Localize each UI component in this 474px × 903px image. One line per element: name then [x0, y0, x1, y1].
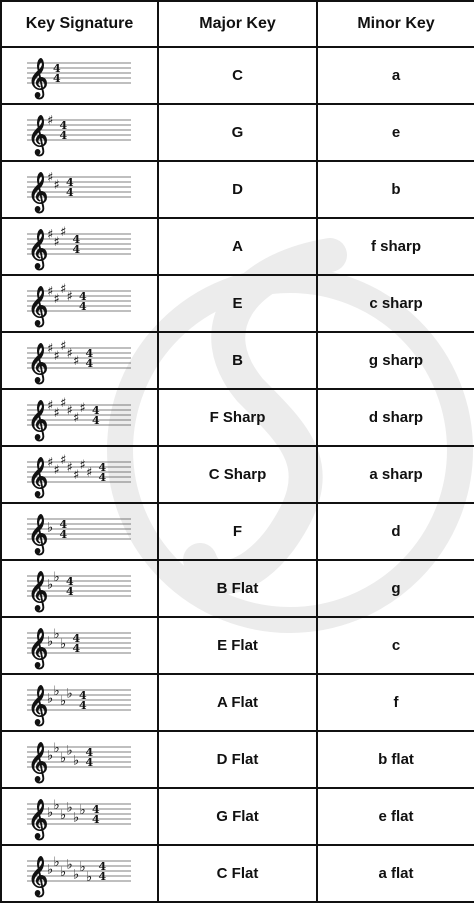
time-signature-digit: 4: [65, 584, 74, 598]
time-signature-digit: 4: [72, 641, 80, 655]
header-key-signature: Key Signature: [1, 1, 158, 47]
minor-key-cell: g sharp: [317, 332, 474, 389]
sharp-icon: ♯: [66, 346, 73, 361]
flat-icon: ♭: [53, 683, 60, 699]
sharp-icon: ♯: [66, 460, 73, 475]
major-key-cell: C: [158, 47, 317, 104]
sharp-icon: ♯: [59, 452, 66, 468]
major-key-cell: C Sharp: [158, 446, 317, 503]
flat-icon: ♭: [59, 864, 66, 880]
flat-icon: ♭: [59, 807, 66, 823]
sharp-icon: ♯: [72, 410, 79, 426]
sharp-icon: ♯: [66, 403, 73, 418]
time-signature-digit: 4: [98, 869, 106, 883]
sharp-icon: ♯: [53, 177, 60, 193]
flat-icon: ♭: [53, 740, 60, 756]
staff-notation: [25, 108, 135, 158]
sharp-icon: ♯: [46, 455, 53, 470]
time-signature-digit: 4: [91, 802, 100, 816]
time-signature-digit: 4: [85, 755, 93, 769]
header-row: [1, 1, 474, 47]
table-row: [1, 389, 474, 446]
treble-clef-icon: 𝄞: [27, 228, 48, 269]
time-signature-digit: 4: [65, 175, 74, 189]
key-signature-cell: [1, 617, 158, 674]
key-signature-cell: [1, 446, 158, 503]
table-row: [1, 674, 474, 731]
staff-notation: [25, 507, 135, 557]
key-signature-cell: [1, 47, 158, 104]
time-signature-digit: 4: [91, 403, 100, 417]
minor-key-cell: a flat: [317, 845, 474, 902]
sharp-icon: ♯: [46, 341, 53, 356]
flat-icon: ♭: [46, 634, 53, 649]
sharp-icon: ♯: [59, 395, 66, 411]
major-key-cell: B Flat: [158, 560, 317, 617]
flat-icon: ♭: [46, 748, 53, 763]
flat-icon: ♭: [72, 867, 79, 882]
sharp-icon: ♯: [53, 234, 60, 250]
minor-key-cell: a sharp: [317, 446, 474, 503]
minor-key-cell: g: [317, 560, 474, 617]
flat-icon: ♭: [46, 577, 53, 592]
treble-clef-icon: 𝄞: [27, 399, 48, 440]
table-row: [1, 560, 474, 617]
minor-key-cell: b flat: [317, 731, 474, 788]
major-key-cell: D: [158, 161, 317, 218]
treble-clef-icon: 𝄞: [27, 171, 48, 212]
treble-clef-icon: 𝄞: [27, 456, 48, 497]
sharp-icon: ♯: [53, 348, 60, 364]
key-signature-cell: [1, 674, 158, 731]
sharp-icon: ♯: [53, 291, 60, 307]
treble-clef-icon: 𝄞: [27, 342, 48, 383]
sharp-icon: ♯: [79, 400, 86, 416]
flat-icon: ♭: [85, 869, 92, 885]
flat-icon: ♭: [59, 693, 66, 709]
treble-clef-icon: 𝄞: [27, 741, 48, 782]
flat-icon: ♭: [66, 743, 73, 758]
key-signature-cell: [1, 218, 158, 275]
treble-clef-icon: 𝄞: [27, 627, 48, 668]
time-signature-digit: 4: [59, 527, 67, 541]
table-row: [1, 446, 474, 503]
header-minor-key: Minor Key: [317, 1, 474, 47]
staff-notation: [25, 279, 135, 329]
flat-icon: ♭: [53, 626, 60, 642]
major-key-cell: C Flat: [158, 845, 317, 902]
flat-icon: ♭: [66, 857, 73, 872]
key-signature-cell: [1, 503, 158, 560]
table-row: [1, 617, 474, 674]
minor-key-cell: f sharp: [317, 218, 474, 275]
minor-key-cell: e: [317, 104, 474, 161]
minor-key-cell: f: [317, 674, 474, 731]
major-key-cell: G: [158, 104, 317, 161]
sharp-icon: ♯: [85, 465, 92, 480]
key-signature-cell: [1, 332, 158, 389]
major-key-cell: B: [158, 332, 317, 389]
flat-icon: ♭: [66, 800, 73, 815]
sharp-icon: ♯: [53, 405, 60, 421]
key-signature-cell: [1, 161, 158, 218]
table-row: [1, 731, 474, 788]
staff-notation: [25, 678, 135, 728]
time-signature-digit: 4: [85, 346, 93, 360]
staff-notation: [25, 222, 135, 272]
treble-clef-icon: 𝄞: [27, 57, 48, 98]
key-signature-cell: [1, 389, 158, 446]
table-row: [1, 104, 474, 161]
key-signature-cell: [1, 845, 158, 902]
minor-key-cell: a: [317, 47, 474, 104]
table-row: [1, 218, 474, 275]
sharp-icon: ♯: [46, 284, 53, 299]
time-signature-digit: 4: [65, 574, 74, 588]
sharp-icon: ♯: [72, 467, 79, 483]
time-signature-digit: 4: [72, 232, 80, 246]
time-signature-digit: 4: [78, 698, 87, 712]
key-signature-cell: [1, 788, 158, 845]
treble-clef-icon: 𝄞: [27, 513, 48, 554]
minor-key-cell: c: [317, 617, 474, 674]
major-key-cell: D Flat: [158, 731, 317, 788]
time-signature-digit: 4: [59, 118, 67, 132]
time-signature-digit: 4: [65, 185, 74, 199]
staff-notation: [25, 336, 135, 386]
staff-notation: [25, 621, 135, 671]
minor-key-cell: d: [317, 503, 474, 560]
header-major-key: Major Key: [158, 1, 317, 47]
time-signature-digit: 4: [98, 859, 106, 873]
major-key-cell: E Flat: [158, 617, 317, 674]
minor-key-cell: d sharp: [317, 389, 474, 446]
time-signature-digit: 4: [98, 470, 106, 484]
flat-icon: ♭: [53, 854, 60, 870]
major-key-cell: E: [158, 275, 317, 332]
sharp-icon: ♯: [66, 289, 73, 304]
flat-icon: ♭: [79, 802, 86, 818]
flat-icon: ♭: [53, 569, 60, 585]
time-signature-digit: 4: [98, 460, 106, 474]
flat-icon: ♭: [72, 810, 79, 825]
treble-clef-icon: 𝄞: [27, 684, 48, 725]
key-signature-cell: [1, 560, 158, 617]
minor-key-cell: e flat: [317, 788, 474, 845]
sharp-icon: ♯: [59, 281, 66, 297]
sharp-icon: ♯: [46, 113, 53, 128]
staff-notation: [25, 51, 135, 101]
time-signature-digit: 4: [85, 356, 93, 370]
staff-notation: [25, 564, 135, 614]
sharp-icon: ♯: [72, 353, 79, 369]
staff-notation: [25, 849, 135, 899]
staff-notation: [25, 792, 135, 842]
table-row: [1, 788, 474, 845]
time-signature-digit: 4: [72, 631, 80, 645]
staff-notation: [25, 450, 135, 500]
flat-icon: ♭: [53, 797, 60, 813]
time-signature-digit: 4: [91, 413, 100, 427]
time-signature-digit: 4: [59, 517, 67, 531]
staff-notation: [25, 393, 135, 443]
treble-clef-icon: 𝄞: [27, 855, 48, 896]
flat-icon: ♭: [46, 805, 53, 820]
sharp-icon: ♯: [79, 457, 86, 473]
treble-clef-icon: 𝄞: [27, 114, 48, 155]
time-signature-digit: 4: [52, 71, 61, 85]
flat-icon: ♭: [59, 636, 66, 652]
treble-clef-icon: 𝄞: [27, 570, 48, 611]
time-signature-digit: 4: [78, 299, 87, 313]
treble-clef-icon: 𝄞: [27, 285, 48, 326]
sharp-icon: ♯: [59, 224, 66, 240]
flat-icon: ♭: [46, 520, 53, 535]
flat-icon: ♭: [72, 753, 79, 768]
major-key-cell: F Sharp: [158, 389, 317, 446]
time-signature-digit: 4: [52, 61, 61, 75]
time-signature-digit: 4: [78, 688, 87, 702]
sharp-icon: ♯: [59, 338, 66, 354]
time-signature-digit: 4: [91, 812, 100, 826]
major-key-cell: F: [158, 503, 317, 560]
table-row: [1, 332, 474, 389]
time-signature-digit: 4: [72, 242, 80, 256]
staff-notation: [25, 165, 135, 215]
treble-clef-icon: 𝄞: [27, 798, 48, 839]
sharp-icon: ♯: [46, 227, 53, 242]
time-signature-digit: 4: [59, 128, 67, 142]
flat-icon: ♭: [46, 862, 53, 877]
major-key-cell: A Flat: [158, 674, 317, 731]
sharp-icon: ♯: [46, 170, 53, 185]
sharp-icon: ♯: [53, 462, 60, 478]
major-key-cell: G Flat: [158, 788, 317, 845]
table-row: [1, 47, 474, 104]
sharp-icon: ♯: [46, 398, 53, 413]
flat-icon: ♭: [46, 691, 53, 706]
table-row: [1, 503, 474, 560]
flat-icon: ♭: [79, 859, 86, 875]
time-signature-digit: 4: [85, 745, 93, 759]
table-row: [1, 845, 474, 902]
key-signature-cell: [1, 275, 158, 332]
table-row: [1, 275, 474, 332]
time-signature-digit: 4: [78, 289, 87, 303]
flat-icon: ♭: [59, 750, 66, 766]
table-row: [1, 161, 474, 218]
minor-key-cell: b: [317, 161, 474, 218]
staff-notation: [25, 735, 135, 785]
major-key-cell: A: [158, 218, 317, 275]
minor-key-cell: c sharp: [317, 275, 474, 332]
key-signature-cell: [1, 104, 158, 161]
flat-icon: ♭: [66, 686, 73, 701]
key-signature-cell: [1, 731, 158, 788]
